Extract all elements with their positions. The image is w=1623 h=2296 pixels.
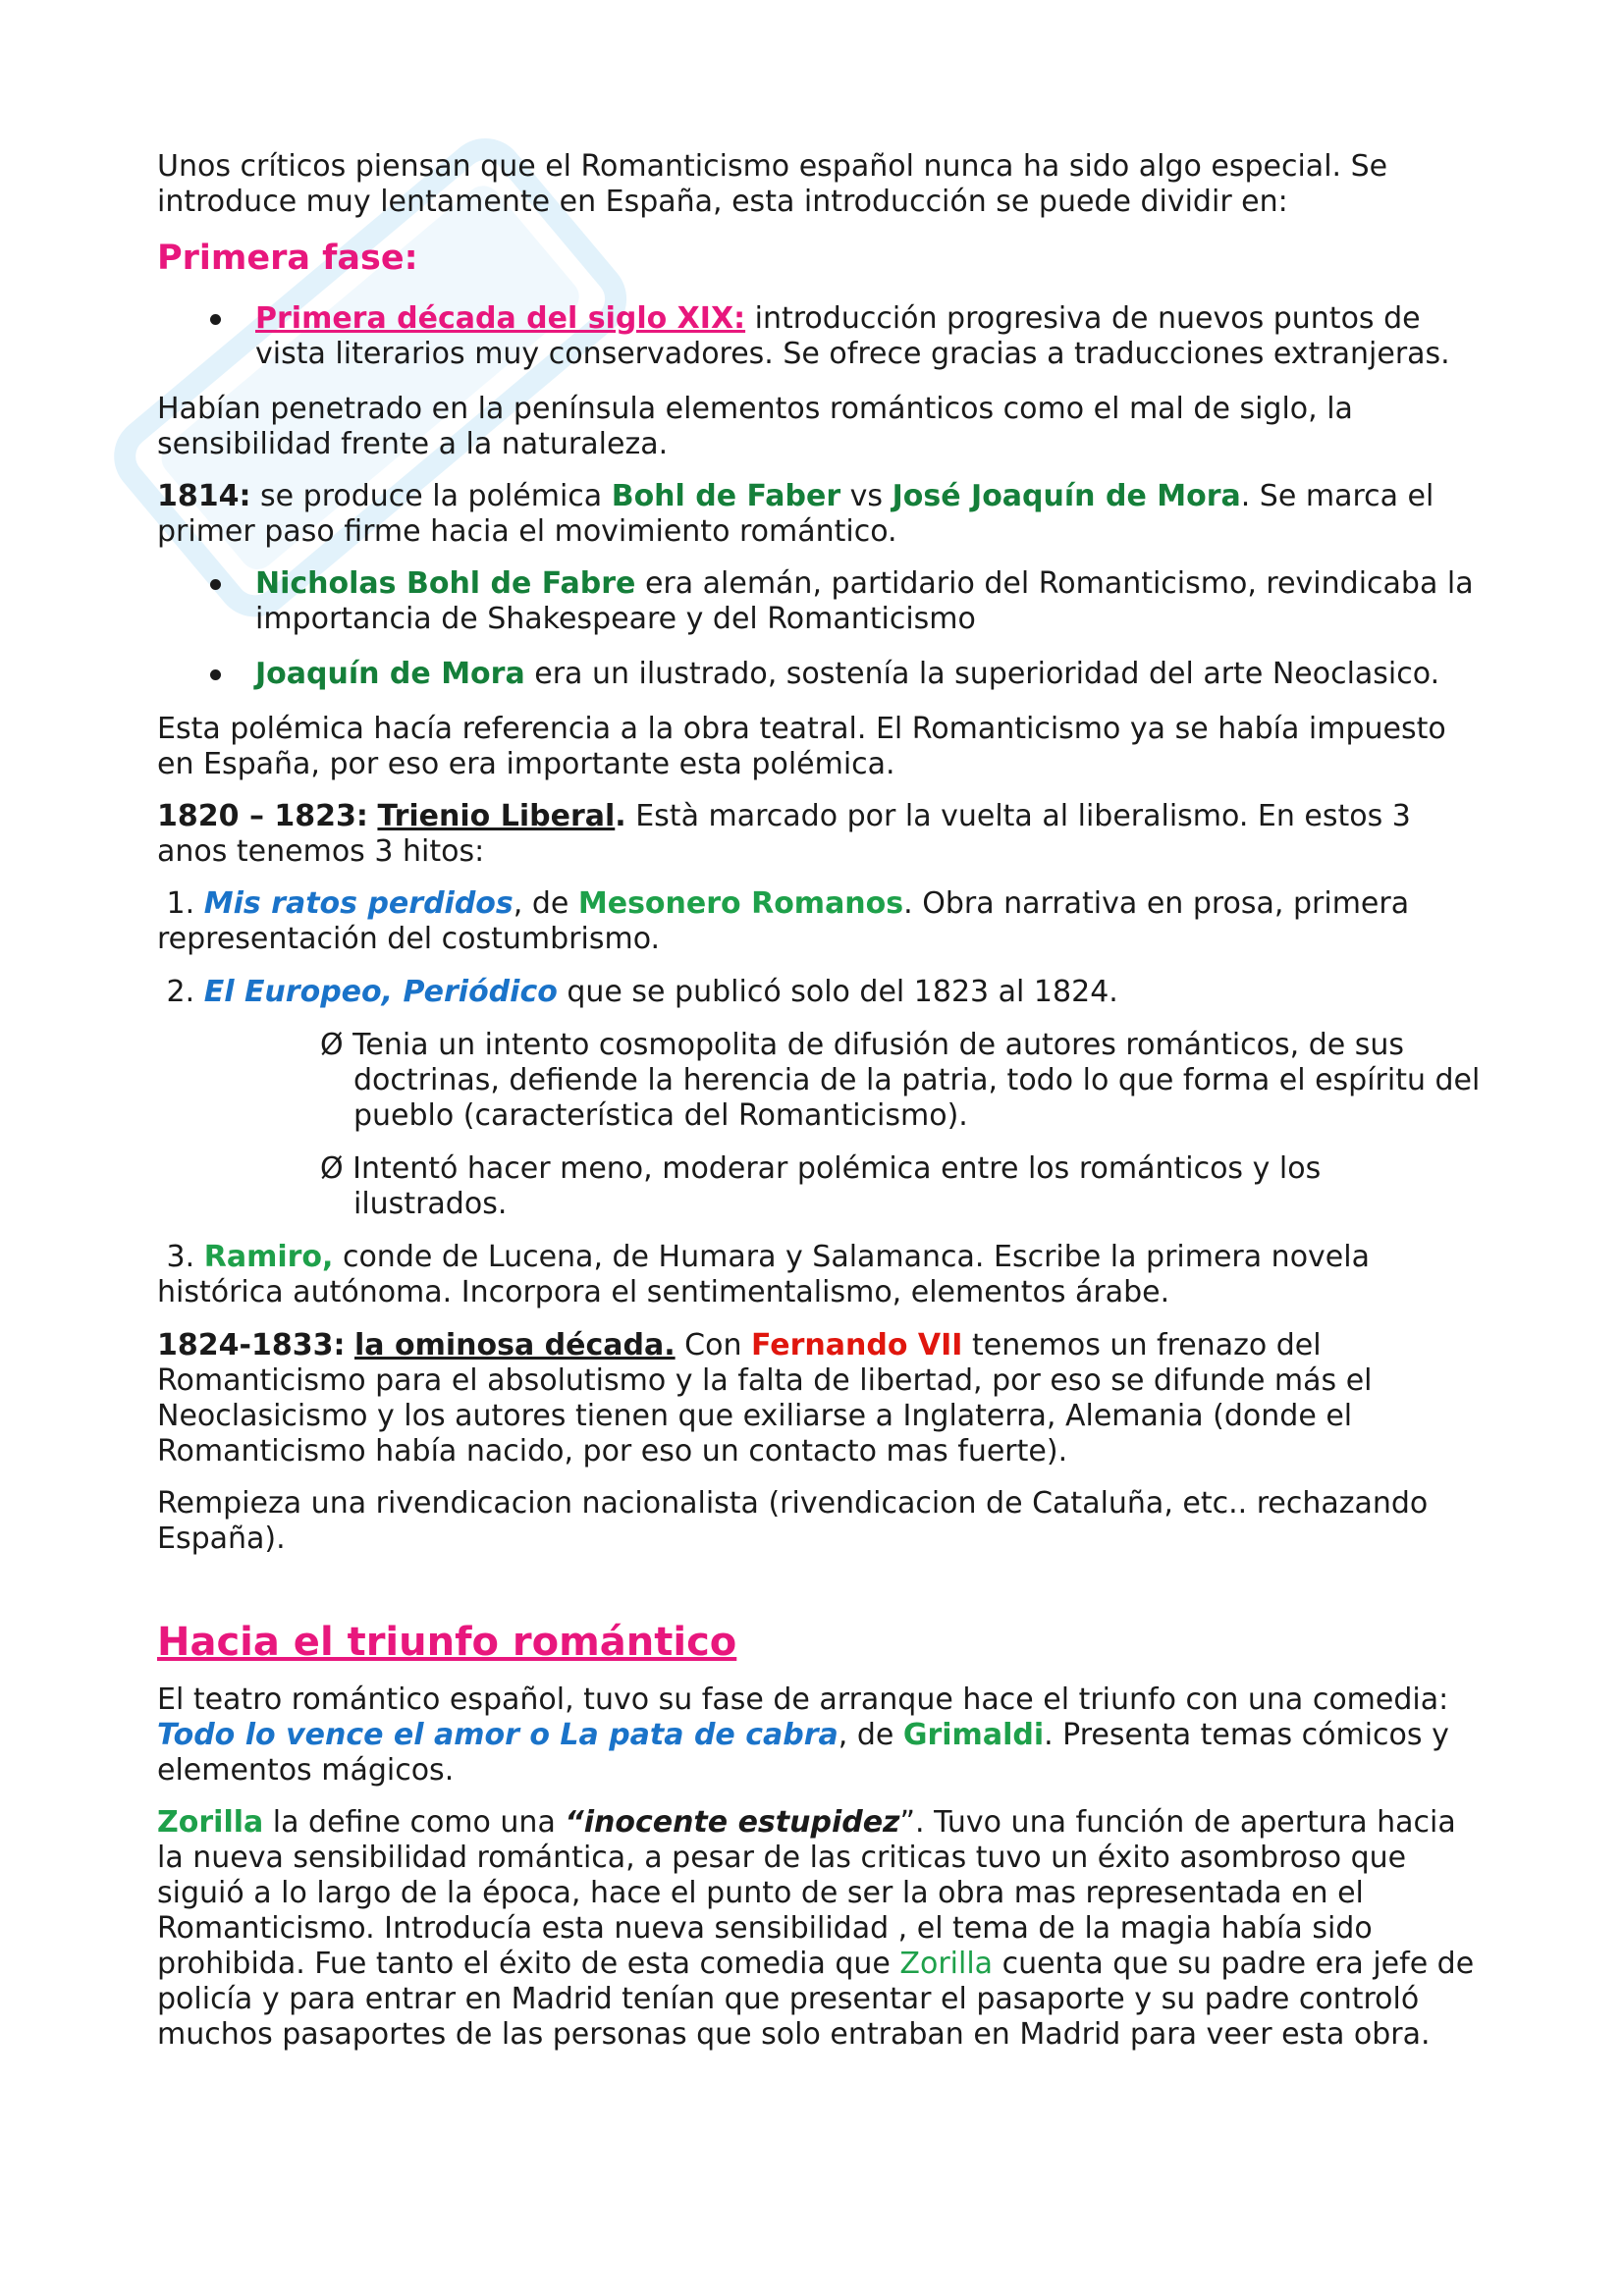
list-item [255,566,1483,637]
work-title: Mis ratos perdidos [203,886,514,921]
list-item [255,657,1483,692]
text-span: , de [838,1718,903,1752]
heading-primera-fase: Primera fase: [157,239,418,278]
paragraph-1824 [157,1328,1483,1469]
arrow-point-1: Ø Tenia un intento cosmopolita de difusión de autores románticos, de sus doctrinas, defiende la herencia de la patria, todo lo que forma el espíritu del pueblo (característica del Romanticismo). [320,1028,1481,1133]
name-fernando: Fernando VII [751,1328,963,1362]
numbered-item-2 [157,975,1483,1010]
heading-hacia-triunfo: Hacia el triunfo romántico [157,1620,737,1665]
polemica-paragraph: Esta polémica hacía referencia a la obra teatral. El Romanticismo ya se había impuesto en España, por eso era importante esta polémica. [157,712,1446,781]
text-span: se produce la polémica [250,479,612,513]
work-title: Todo lo vence el amor o La pata de cabra [157,1718,839,1752]
name-zorilla: Zorilla [157,1805,264,1840]
text-span: tenemos un frenazo del Romanticismo para el absolutismo y la falta de libertad, por eso se difunde más el Neoclasicismo y los autores tienen que exiliarse a Inglaterra, Alemania (donde el Romanticismo había nacido, por eso un contacto mas fuerte). [157,1328,1373,1468]
text-span: . Se marca el primer paso firme hacia el movimiento romántico. [157,479,1434,549]
work-title: El Europeo, Periódico [203,975,558,1009]
text-span: . Presenta temas cómicos y elementos mágicos. [157,1718,1449,1788]
paragraph-1820 [157,799,1483,870]
year-label: 1814: [157,479,251,513]
name-zorilla: Zorilla [899,1947,994,1981]
ominosa-title: la ominosa década. [354,1328,676,1362]
list-item [255,301,1483,372]
text-span: El teatro romántico español, tuvo su fase de arranque hace el triunfo con una comedia: [157,1682,1449,1717]
name-bohl: Bohl de Faber [611,479,841,513]
name-ramiro: Ramiro, [203,1240,334,1274]
document-page [157,149,1483,2069]
text-span: la define como una [263,1805,566,1840]
quote: “inocente estupidez [565,1805,900,1840]
author-name: Grimaldi [902,1718,1045,1752]
polemica-list [157,566,1483,692]
item-number: 3. [166,1240,195,1274]
item-number: 1. [166,886,195,921]
list-item-text: introducción progresiva de nuevos puntos de vista literarios muy conservadores. Se ofrece gracias a traducciones extranjeras. [255,301,1450,371]
text-span: . Obra narrativa en prosa, primera representación del costumbrismo. [157,886,1410,956]
author-name: Mesonero Romanos [577,886,904,921]
text-span: Con [675,1328,751,1362]
numbered-item-3 [157,1240,1483,1310]
name-mora: José Joaquín de Mora [892,479,1241,513]
primera-fase-list [157,301,1483,372]
text-span: ”. Tuvo una función de apertura hacia la nueva sensibilidad romántica, a pesar de las criticas tuvo un éxito asombroso que siguió a lo largo de la época, hace el punto de ser la obra mas representada en el Romanticismo. Introducía esta nueva sensibilidad , el tema de la magia había sido prohibida. Fue tanto el éxito de esta comedia que [157,1805,1456,1981]
numbered-item-1 [157,886,1483,957]
text-span: que se publicó solo del 1823 al 1824. [557,975,1118,1009]
rempieza-paragraph: Rempieza una rivendicacion nacionalista (rivendicacion de Cataluña, etc.. rechazando España). [157,1486,1429,1556]
zorilla-paragraph [157,1805,1483,2053]
text-span: . [615,799,626,833]
years-label: 1820 – 1823: [157,799,368,833]
text-span: cuenta que su padre era jefe de policía y para entrar en Madrid tenían que presentar el pasaporte y su padre controló muchos pasaportes de las personas que solo entraban en Madrid para veer esta obra. [157,1947,1475,2052]
teatro-paragraph [157,1682,1483,1789]
intro-paragraph: Unos críticos piensan que el Romanticismo español nunca ha sido algo especial. Se introduce muy lentamente en España, esta introducción se puede dividir en: [157,149,1388,219]
text-span: conde de Lucena, de Humara y Salamanca. Escribe la primera novela histórica autónoma. Incorpora el sentimentalismo, elementos árabe. [157,1240,1370,1309]
trienio-title: Trienio Liberal [377,799,616,833]
paragraph-1814 [157,479,1483,550]
text-span: , de [513,886,578,921]
years-label: 1824-1833: [157,1328,346,1362]
list-item-text: era un ilustrado, sostenía la superioridad del arte Neoclasico. [524,657,1440,691]
text-span: Està marcado por la vuelta al liberalismo. En estos 3 anos tenemos 3 hitos: [157,799,1411,869]
item-number: 2. [166,975,195,1009]
list-item-text: era alemán, partidario del Romanticismo, revindicaba la importancia de Shakespeare y del Romanticismo [255,566,1474,636]
primera-decada-link[interactable]: Primera década del siglo XIX: [255,301,746,336]
text-span: vs [840,479,893,513]
name-joaquin: Joaquín de Mora [255,657,525,691]
penetrado-paragraph: Habían penetrado en la península elementos románticos como el mal de siglo, la sensibilidad frente a la naturaleza. [157,392,1353,461]
arrow-point-2: Ø Intentó hacer meno, moderar polémica entre los románticos y los ilustrados. [320,1151,1322,1221]
name-nicholas: Nicholas Bohl de Fabre [255,566,636,601]
